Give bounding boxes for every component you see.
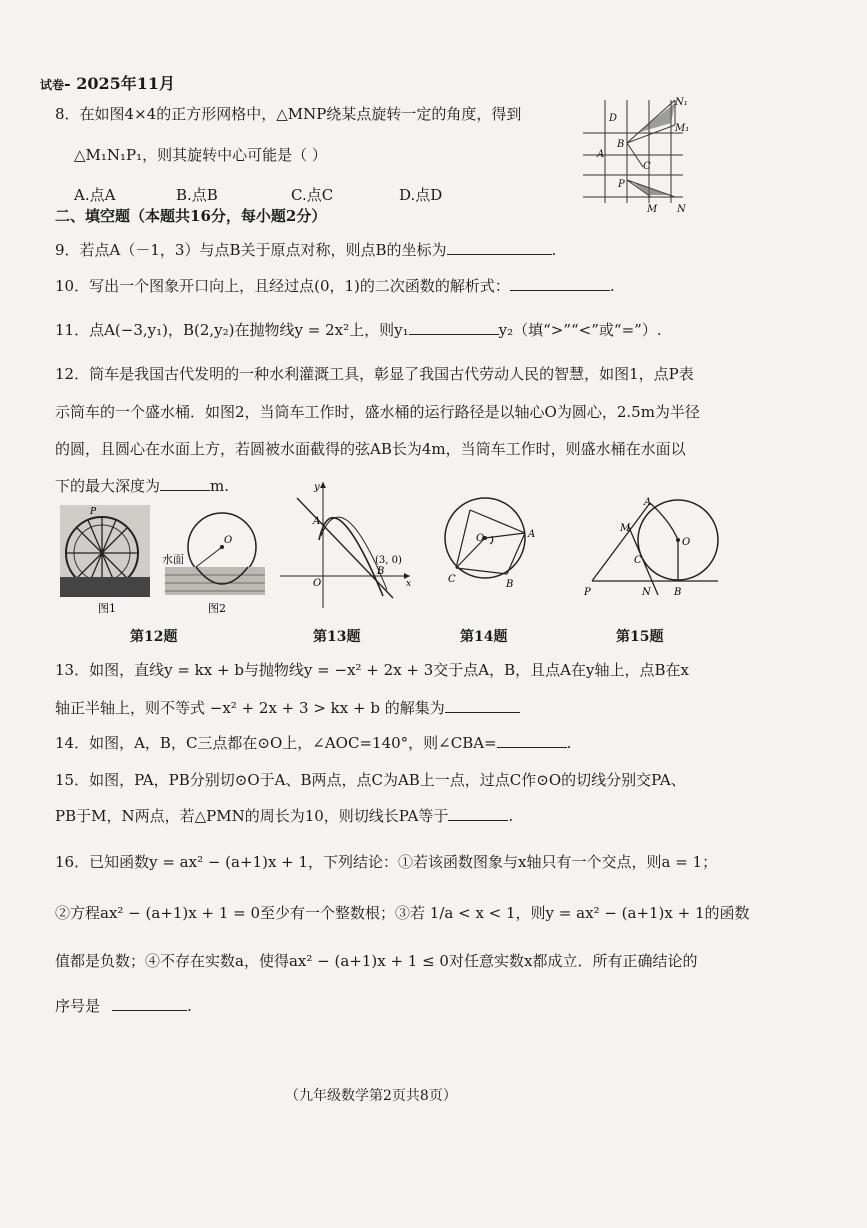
q8-option-b: B.点B <box>176 186 218 204</box>
svg-text:A: A <box>313 516 321 527</box>
svg-text:P: P <box>90 507 97 517</box>
q14-answer-blank[interactable] <box>497 733 567 748</box>
fig2-label: 图2 <box>208 602 226 615</box>
q12-line1: 12．筒车是我国古代发明的一种水利灌溉工具，彰显了我国古代劳动人民的智慧，如图1，点P表 <box>55 365 694 383</box>
caption-q13: 第13题 <box>313 629 361 645</box>
q8-option-a: A.点A <box>74 186 116 204</box>
q8-option-c: C.点C <box>291 186 334 204</box>
q15-line1: 15．如图，PA，PB分别切⊙O于A、B两点，点C为AB上一点，过点C作⊙O的切线分别交PA、 <box>55 771 686 789</box>
q11-line <box>55 320 662 340</box>
q12-line2: 示筒车的一个盛水桶．如图2，当筒车工作时，盛水桶的运行路径是以轴心O为圆心，2.5m为半径 <box>55 403 700 421</box>
svg-text:O: O <box>682 537 691 548</box>
q11-mid: y₂（填“>”“<”或“=”）. <box>498 321 662 339</box>
q10-text: 10．写出一个图象开口向上，且经过点(0，1)的二次函数的解析式： <box>55 277 510 295</box>
svg-text:P: P <box>584 587 591 598</box>
q12-line4-text: 下的最大深度为 <box>55 477 161 495</box>
q10-end: . <box>609 277 615 295</box>
q16-line3: 值都是负数；④不存在实数a，使得ax² − (a+1)x + 1 ≤ 0对任意实数x都成立．所有正确结论的 <box>55 952 698 970</box>
q16-line1: 16．已知函数y = ax² − (a+1)x + 1，下列结论：①若该函数图象与x轴只有一个交点，则a = 1； <box>55 853 718 871</box>
svg-text:O: O <box>476 533 485 544</box>
q8-fig-label-m: M <box>647 204 658 215</box>
svg-text:B: B <box>674 587 682 598</box>
q14-text: 14．如图，A，B，C三点都在⊙O上，∠AOC=140°，则∠CBA= <box>55 734 497 752</box>
q13-answer-blank[interactable] <box>445 698 520 713</box>
q15-line2 <box>55 806 513 826</box>
fig1-label: 图1 <box>98 602 116 615</box>
svg-text:M: M <box>620 523 631 534</box>
caption-q14: 第14题 <box>460 629 508 645</box>
q16-line4 <box>55 996 192 1016</box>
header-prefix: 试卷 <box>40 78 65 92</box>
q8-fig-label-p: P <box>618 179 625 190</box>
q12-answer-blank[interactable] <box>160 476 210 491</box>
point-b-coordinate: (3, 0) <box>375 555 402 566</box>
svg-text:N: N <box>642 587 651 598</box>
caption-q15: 第15题 <box>616 629 664 645</box>
q9-end: . <box>551 241 557 259</box>
caption-q12: 第12题 <box>130 629 178 645</box>
q12-line3: 的圆，且圆心在水面上方，若圆被水面截得的弦AB长为4m，当筒车工作时，则盛水桶在水面以 <box>55 440 686 458</box>
q9-text: 9．若点A（－1，3）与点B关于原点对称，则点B的坐标为 <box>55 241 447 259</box>
q11-text: 11．点A(−3,y₁)，B(2,y₂)在抛物线y = 2x²上，则y₁ <box>55 321 409 339</box>
q12-unit: m. <box>210 477 230 495</box>
q8-line1: 8．在如图4×4的正方形网格中，△MNP绕某点旋转一定的角度，得到 <box>55 105 522 123</box>
parabola-figure-q13 <box>275 478 415 613</box>
q16-line4-text: 序号是 <box>55 997 101 1015</box>
svg-text:O: O <box>224 535 233 546</box>
q10-line <box>55 276 615 296</box>
q8-fig-label-n1: N₁ <box>675 97 688 108</box>
q16-line2: ②方程ax² − (a+1)x + 1 = 0至少有一个整数根；③若 1/a < x < 1，则y = ax² − (a+1)x + 1的函数 <box>55 904 750 922</box>
q8-fig-label-a: A <box>597 149 605 160</box>
svg-text:B: B <box>377 566 385 577</box>
q13-line2-text: 轴正半轴上，则不等式 −x² + 2x + 3 > kx + b 的解集为 <box>55 699 445 717</box>
svg-text:A: A <box>528 529 536 540</box>
circle-water-figure-2 <box>160 505 275 615</box>
exam-header: 试卷- 2025年11月 <box>40 74 176 93</box>
q8-fig-label-d: D <box>609 113 618 124</box>
q10-answer-blank[interactable] <box>510 276 610 291</box>
svg-text:x: x <box>406 579 412 589</box>
q8-line2: △M₁N₁P₁，则其旋转中心可能是（ ） <box>74 146 327 164</box>
q15-answer-blank[interactable] <box>448 806 508 821</box>
q9-answer-blank[interactable] <box>447 240 552 255</box>
q15-line2-text: PB于M，N两点，若△PMN的周长为10，则切线长PA等于 <box>55 807 449 825</box>
header-date: 2025年11月 <box>76 74 176 93</box>
q11-answer-blank[interactable] <box>409 320 499 335</box>
svg-text:y: y <box>314 482 320 493</box>
svg-text:C: C <box>634 555 642 566</box>
q13-line1: 13．如图，直线y = kx + b与抛物线y = −x² + 2x + 3交于点A，B，且点A在y轴上，点B在x <box>55 661 689 679</box>
q8-fig-label-c: C <box>643 161 651 172</box>
q14-line <box>55 733 571 753</box>
q8-fig-label-m1: M₁ <box>675 123 690 134</box>
q12-line4 <box>55 476 229 496</box>
q15-end: . <box>508 807 514 825</box>
q8-option-d: D.点D <box>399 186 443 204</box>
q8-rotation-grid-figure <box>575 95 690 215</box>
circle-figure-q14 <box>440 490 540 590</box>
svg-text:O: O <box>313 578 322 589</box>
q14-end: . <box>566 734 572 752</box>
q16-end: . <box>187 997 192 1015</box>
tangent-figure-q15 <box>578 495 728 600</box>
q13-line2 <box>55 698 520 718</box>
svg-text:C: C <box>448 574 456 585</box>
page-footer: （九年级数学第2页共8页） <box>285 1088 457 1104</box>
q8-fig-label-n: N <box>677 204 686 215</box>
waterwheel-figure-1 <box>60 505 150 615</box>
water-surface-label: 水面 <box>162 553 184 566</box>
q9-line <box>55 240 556 260</box>
q16-answer-blank[interactable] <box>112 996 187 1011</box>
section-title: 二、填空题（本题共16分，每小题2分） <box>55 207 327 225</box>
svg-text:A: A <box>644 497 652 508</box>
q8-fig-label-b: B <box>617 139 625 150</box>
svg-text:B: B <box>506 579 514 590</box>
